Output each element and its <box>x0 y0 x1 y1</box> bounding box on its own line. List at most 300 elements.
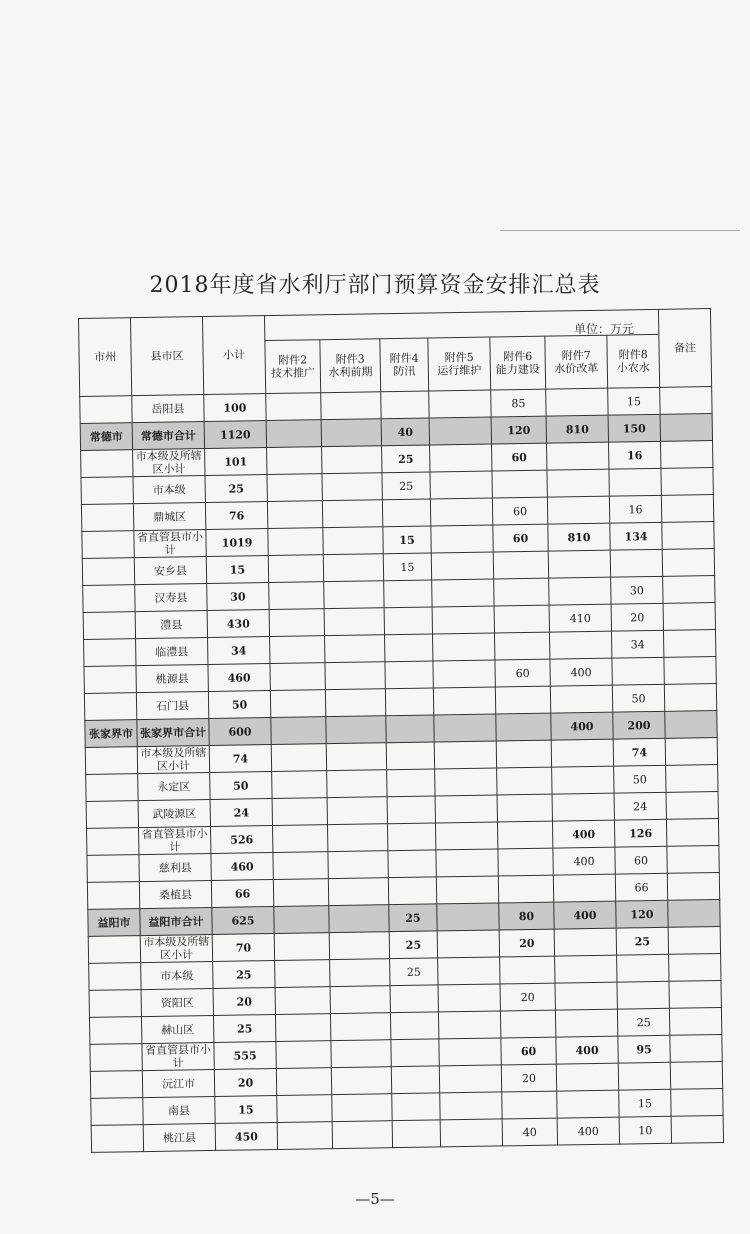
cell-note <box>663 630 715 658</box>
cell-note <box>663 576 715 604</box>
cell-a8: 95 <box>618 1035 670 1063</box>
cell-a2 <box>267 501 322 529</box>
cell-a3 <box>323 527 383 555</box>
cell-subtotal: 430 <box>207 610 269 638</box>
cell-city <box>87 855 139 883</box>
cell-a2 <box>269 609 324 637</box>
cell-county: 安乡县 <box>134 557 206 585</box>
cell-note <box>662 549 714 577</box>
cell-a5 <box>439 1065 501 1093</box>
cell-a4 <box>386 715 434 743</box>
cell-a6: 20 <box>500 983 555 1011</box>
budget-table <box>78 308 724 1153</box>
cell-city <box>89 963 141 991</box>
cell-a3 <box>327 797 387 825</box>
cell-note <box>664 684 716 712</box>
cell-county: 市本级及所辖区小计 <box>140 934 212 962</box>
cell-a7: 410 <box>549 604 611 632</box>
cell-a2 <box>270 663 325 691</box>
cell-a5 <box>433 633 495 661</box>
cell-city <box>91 1125 143 1153</box>
cell-a2 <box>267 474 322 502</box>
cell-a4 <box>391 1039 439 1067</box>
cell-a4 <box>385 661 433 689</box>
cell-a8: 50 <box>614 765 666 793</box>
cell-a5 <box>433 660 495 688</box>
cell-subtotal: 50 <box>208 691 270 719</box>
cell-subtotal: 460 <box>211 853 273 881</box>
cell-note <box>670 1061 722 1089</box>
cell-a6 <box>492 470 547 498</box>
cell-county: 市本级 <box>133 476 205 504</box>
cell-subtotal: 460 <box>208 664 270 692</box>
cell-city <box>83 612 135 640</box>
cell-a6: 85 <box>491 389 546 417</box>
cell-a8: 50 <box>612 684 664 712</box>
cell-a4 <box>384 607 432 635</box>
cell-subtotal: 15 <box>206 556 268 584</box>
cell-city <box>84 693 136 721</box>
cell-a6 <box>496 713 551 741</box>
cell-a3 <box>322 473 382 501</box>
cell-a7 <box>547 469 609 497</box>
cell-a4: 25 <box>382 445 430 473</box>
cell-county: 桃源县 <box>136 665 208 693</box>
cell-subtotal: 555 <box>214 1041 276 1069</box>
cell-subtotal: 50 <box>210 772 272 800</box>
cell-a5 <box>430 471 492 499</box>
cell-a5 <box>436 849 498 877</box>
cell-a8: 15 <box>608 387 660 415</box>
cell-subtotal: 24 <box>210 799 272 827</box>
cell-county: 临澧县 <box>136 638 208 666</box>
cell-subtotal: 66 <box>211 880 273 908</box>
header-att3: 附件3 水利前期 <box>320 339 381 393</box>
cell-a6: 60 <box>495 659 550 687</box>
cell-a4 <box>388 850 436 878</box>
document-title: 2018年度省水利厅部门预算资金安排汇总表 <box>149 273 601 298</box>
cell-a3 <box>331 1040 391 1068</box>
cell-subtotal: 25 <box>213 1014 275 1042</box>
cell-a6: 60 <box>492 443 547 471</box>
cell-a3 <box>321 392 381 420</box>
cell-a8 <box>617 981 669 1009</box>
cell-note <box>666 819 718 847</box>
cell-city <box>87 882 139 910</box>
cell-subtotal: 76 <box>205 502 267 530</box>
cell-a3 <box>325 662 385 690</box>
cell-a7 <box>549 577 611 605</box>
cell-a2 <box>273 852 328 880</box>
cell-county: 石门县 <box>136 691 208 719</box>
cell-a8: 200 <box>613 711 665 739</box>
cell-a4: 25 <box>382 472 430 500</box>
cell-a7 <box>554 928 616 956</box>
cell-note <box>669 953 721 981</box>
cell-a5 <box>432 606 494 634</box>
cell-a6: 60 <box>501 1037 556 1065</box>
cell-a6: 20 <box>501 1064 556 1092</box>
cell-a3 <box>331 1067 391 1095</box>
cell-county: 武陵源区 <box>138 799 210 827</box>
cell-a4 <box>387 823 435 851</box>
cell-a2 <box>272 771 327 799</box>
cell-a8: 34 <box>611 630 663 658</box>
cell-city <box>84 639 136 667</box>
cell-a7 <box>548 550 610 578</box>
cell-a2 <box>267 447 322 475</box>
cell-a3 <box>322 500 382 528</box>
cell-a5 <box>431 552 493 580</box>
cell-a2 <box>269 582 324 610</box>
cell-city <box>89 990 141 1018</box>
cell-a7 <box>547 442 609 470</box>
cell-county: 市本级 <box>141 961 213 989</box>
cell-subtotal: 25 <box>205 475 267 503</box>
cell-a4 <box>388 877 436 905</box>
cell-a8: 20 <box>611 603 663 631</box>
cell-a8: 25 <box>617 1008 669 1036</box>
cell-a6: 120 <box>491 416 546 444</box>
cell-a2 <box>274 906 329 934</box>
cell-a5 <box>440 1119 502 1147</box>
cell-a5 <box>432 579 494 607</box>
cell-a3 <box>322 446 382 474</box>
cell-a7 <box>555 982 617 1010</box>
cell-city <box>91 1098 143 1126</box>
unit-label: 单位：万元 <box>574 322 635 336</box>
cell-a7 <box>546 388 608 416</box>
cell-a6 <box>497 767 552 795</box>
cell-city <box>89 1017 141 1045</box>
cell-city <box>86 774 138 802</box>
cell-note <box>660 414 712 442</box>
cell-county: 桃江县 <box>143 1123 215 1151</box>
cell-a4 <box>384 580 432 608</box>
header-att4: 附件4 防汛 <box>380 338 429 392</box>
cell-subtotal: 20 <box>213 987 275 1015</box>
cell-a4: 25 <box>390 958 438 986</box>
cell-a3 <box>326 743 386 771</box>
cell-note <box>666 792 718 820</box>
cell-a3 <box>325 689 385 717</box>
cell-a5 <box>439 1038 501 1066</box>
cell-a2 <box>268 528 323 556</box>
cell-a4: 40 <box>381 418 429 446</box>
cell-a3 <box>324 608 384 636</box>
cell-a4 <box>382 499 430 527</box>
cell-note <box>666 765 718 793</box>
cell-city <box>86 801 138 829</box>
cell-a6 <box>496 740 551 768</box>
cell-a2 <box>266 420 321 448</box>
cell-a4: 25 <box>389 931 437 959</box>
cell-a7: 400 <box>557 1117 619 1145</box>
cell-a7: 400 <box>550 658 612 686</box>
cell-a8: 16 <box>609 495 661 523</box>
cell-a7 <box>547 496 609 524</box>
cell-a4 <box>385 634 433 662</box>
cell-a7 <box>555 955 617 983</box>
cell-a5 <box>438 957 500 985</box>
cell-a4 <box>387 769 435 797</box>
cell-city <box>81 450 133 478</box>
cell-note <box>670 1034 722 1062</box>
cell-a7 <box>553 874 615 902</box>
cell-note <box>671 1115 723 1143</box>
cell-county: 张家界市合计 <box>137 718 209 746</box>
cell-a2 <box>277 1095 332 1123</box>
header-county: 县市区 <box>131 317 204 396</box>
cell-a8 <box>618 1062 670 1090</box>
cell-a8: 126 <box>614 819 666 847</box>
cell-county: 省直管县市小计 <box>142 1042 214 1070</box>
cell-a8: 60 <box>615 846 667 874</box>
cell-a6: 80 <box>499 902 554 930</box>
cell-subtotal: 600 <box>209 718 271 746</box>
cell-city <box>87 828 139 856</box>
cell-a5 <box>431 525 493 553</box>
cell-a3 <box>330 986 390 1014</box>
cell-a4 <box>392 1120 440 1148</box>
cell-note <box>661 468 713 496</box>
header-remarks: 备注 <box>658 309 711 388</box>
cell-subtotal: 450 <box>215 1122 277 1150</box>
cell-a5 <box>437 930 499 958</box>
cell-county: 益阳市合计 <box>140 907 212 935</box>
cell-a8 <box>610 549 662 577</box>
cell-a2 <box>271 744 326 772</box>
cell-subtotal: 25 <box>213 960 275 988</box>
cell-city: 益阳市 <box>88 909 140 937</box>
cell-county: 市本级及所辖区小计 <box>133 449 205 477</box>
cell-a8: 25 <box>616 927 668 955</box>
cell-a7: 810 <box>546 415 608 443</box>
cell-city <box>80 396 132 424</box>
cell-a5 <box>438 1011 500 1039</box>
cell-a2 <box>271 717 326 745</box>
cell-a7 <box>550 685 612 713</box>
cell-note <box>671 1088 723 1116</box>
cell-city <box>81 477 133 505</box>
cell-note <box>660 387 712 415</box>
cell-a4 <box>390 1012 438 1040</box>
cell-a7 <box>552 793 614 821</box>
cell-subtotal: 625 <box>212 906 274 934</box>
header-city: 市州 <box>79 318 132 397</box>
cell-a5 <box>430 498 492 526</box>
cell-a6 <box>500 1010 555 1038</box>
cell-subtotal: 100 <box>204 394 266 422</box>
header-att8: 附件8 小农水 <box>607 334 660 388</box>
cell-a5 <box>435 822 497 850</box>
header-att6: 附件6 能力建设 <box>490 336 546 390</box>
cell-city <box>88 936 140 964</box>
cell-a2 <box>274 933 329 961</box>
cell-a5 <box>433 687 495 715</box>
cell-city <box>81 504 133 532</box>
cell-a3 <box>323 554 383 582</box>
cell-a3 <box>332 1094 392 1122</box>
cell-county: 澧县 <box>135 611 207 639</box>
cell-note <box>665 738 717 766</box>
cell-county: 鼎城区 <box>133 503 205 531</box>
cell-a7 <box>557 1090 619 1118</box>
cell-a8 <box>612 657 664 685</box>
cell-subtotal: 34 <box>208 637 270 665</box>
cell-a6 <box>502 1091 557 1119</box>
cell-a8 <box>609 468 661 496</box>
header-subtotal: 小计 <box>202 316 265 395</box>
cell-note <box>664 657 716 685</box>
cell-a3 <box>321 419 381 447</box>
cell-a6: 40 <box>502 1118 557 1146</box>
cell-county: 沅江市 <box>142 1069 214 1097</box>
cell-county: 市本级及所辖区小计 <box>137 745 209 773</box>
cell-a3 <box>327 770 387 798</box>
cell-a2 <box>276 1041 331 1069</box>
cell-a5 <box>435 795 497 823</box>
cell-subtotal: 74 <box>209 745 271 773</box>
cell-a4: 15 <box>383 553 431 581</box>
cell-a2 <box>270 690 325 718</box>
cell-a5 <box>430 444 492 472</box>
cell-a2 <box>277 1122 332 1150</box>
cell-a5 <box>434 714 496 742</box>
cell-a5 <box>429 417 491 445</box>
cell-note <box>669 980 721 1008</box>
cell-note <box>661 441 713 469</box>
cell-a5 <box>437 903 499 931</box>
cell-a8: 74 <box>613 738 665 766</box>
cell-a5 <box>429 390 491 418</box>
cell-note <box>667 872 719 900</box>
cell-city <box>84 666 136 694</box>
cell-county: 省直管县市小计 <box>139 826 211 854</box>
cell-a7: 400 <box>552 820 614 848</box>
cell-a4: 25 <box>389 904 437 932</box>
cell-a6 <box>497 821 552 849</box>
header-att5: 附件5 运行维护 <box>428 337 491 391</box>
cell-subtotal: 1019 <box>206 529 268 557</box>
page-number: —5— <box>355 1190 395 1208</box>
cell-county: 资阳区 <box>141 988 213 1016</box>
cell-a2 <box>272 798 327 826</box>
cell-a8: 150 <box>608 414 660 442</box>
cell-a3 <box>329 905 389 933</box>
cell-a8: 16 <box>609 441 661 469</box>
cell-a4 <box>385 688 433 716</box>
cell-a6 <box>497 794 552 822</box>
cell-note <box>668 926 720 954</box>
cell-city <box>83 585 135 613</box>
cell-note <box>662 522 714 550</box>
cell-a5 <box>436 876 498 904</box>
cell-county: 汉寿县 <box>135 584 207 612</box>
cell-a6 <box>500 956 555 984</box>
cell-a4 <box>392 1093 440 1121</box>
cell-county: 赫山区 <box>141 1015 213 1043</box>
cell-a6: 60 <box>493 524 548 552</box>
cell-a3 <box>324 581 384 609</box>
cell-city <box>85 747 137 775</box>
cell-a4 <box>391 1066 439 1094</box>
cell-a2 <box>276 1068 331 1096</box>
cell-a2 <box>275 1014 330 1042</box>
cell-subtotal: 70 <box>212 933 274 961</box>
cell-note <box>665 711 717 739</box>
cell-county: 桑植县 <box>139 880 211 908</box>
cell-a7: 810 <box>548 523 610 551</box>
cell-a6: 60 <box>492 497 547 525</box>
cell-a5 <box>434 741 496 769</box>
cell-a3 <box>328 851 388 879</box>
cell-a7 <box>549 631 611 659</box>
cell-a8 <box>617 954 669 982</box>
cell-a4: 15 <box>383 526 431 554</box>
cell-city: 常德市 <box>80 423 132 451</box>
cell-a2 <box>270 636 325 664</box>
cell-a8: 10 <box>619 1116 671 1144</box>
cell-subtotal: 30 <box>207 583 269 611</box>
cell-county: 慈利县 <box>139 853 211 881</box>
cell-a8: 24 <box>614 792 666 820</box>
cell-a2 <box>268 555 323 583</box>
cell-a3 <box>327 824 387 852</box>
cell-county: 省直管县市小计 <box>134 530 206 558</box>
cell-a2 <box>275 987 330 1015</box>
cell-county: 岳阳县 <box>132 395 204 423</box>
top-rule <box>500 230 740 231</box>
cell-subtotal: 15 <box>215 1095 277 1123</box>
cell-a6 <box>498 848 553 876</box>
cell-subtotal: 20 <box>214 1068 276 1096</box>
cell-note <box>661 495 713 523</box>
cell-a3 <box>330 1013 390 1041</box>
cell-note <box>669 1007 721 1035</box>
cell-a2 <box>266 393 321 421</box>
cell-a8: 66 <box>615 873 667 901</box>
cell-a6 <box>494 578 549 606</box>
cell-a7 <box>556 1063 618 1091</box>
cell-a7: 400 <box>551 712 613 740</box>
cell-county: 永定区 <box>138 772 210 800</box>
cell-a6 <box>498 875 553 903</box>
header-att7: 附件7 水价改革 <box>545 335 608 389</box>
cell-subtotal: 101 <box>205 448 267 476</box>
cell-county: 常德市合计 <box>132 422 204 450</box>
cell-a4 <box>390 985 438 1013</box>
cell-a5 <box>438 984 500 1012</box>
cell-city <box>82 531 134 559</box>
cell-a5 <box>440 1092 502 1120</box>
cell-a7: 400 <box>556 1036 618 1064</box>
cell-a4 <box>381 391 429 419</box>
cell-a3 <box>328 878 388 906</box>
cell-note <box>663 603 715 631</box>
cell-a2 <box>272 825 327 853</box>
header-att2: 附件2 技术推广 <box>265 340 321 394</box>
cell-subtotal: 526 <box>211 826 273 854</box>
cell-a7: 400 <box>553 847 615 875</box>
cell-a4 <box>386 742 434 770</box>
cell-subtotal: 1120 <box>204 421 266 449</box>
cell-a4 <box>387 796 435 824</box>
cell-note <box>668 899 720 927</box>
cell-a3 <box>332 1121 392 1149</box>
cell-county: 南县 <box>143 1096 215 1124</box>
cell-a6 <box>493 551 548 579</box>
